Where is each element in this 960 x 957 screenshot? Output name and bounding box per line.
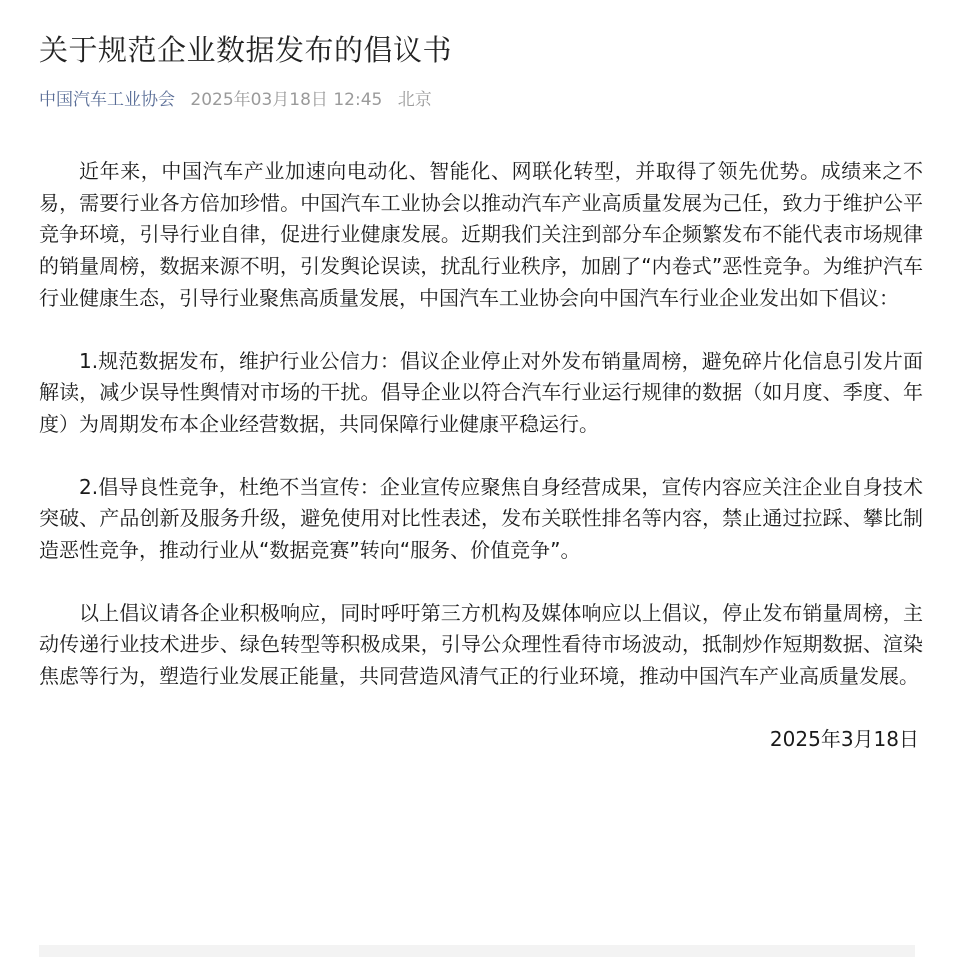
publish-location: 北京: [397, 90, 432, 110]
paragraph-intro: 近年来，中国汽车产业加速向电动化、智能化、网联化转型，并取得了领先优势。成绩来之不易，需要行业各方倍加珍惜。中国汽车工业协会以推动汽车产业高质量发展为己任，致力于维护公平竞争环境，引导行业自律，促进行业健康发展。近期我们关注到部分车企频繁发布不能代表市场规律的销量周榜，数据来源不明，引发舆论误读，扰乱行业秩序，加剧了“内卷式”恶性竞争。为维护汽车行业健康生态，引导行业聚焦高质量发展，中国汽车工业协会向中国汽车行业企业发出如下倡议：: [39, 159, 923, 310]
article: [39, 28, 923, 755]
article-meta: [39, 86, 923, 114]
paragraph-proposal-1: 1.规范数据发布，维护行业公信力：倡议企业停止对外发布销量周榜，避免碎片化信息引发片面解读，减少误导性舆情对市场的干扰。倡导企业以符合汽车行业运行规律的数据（如月度、季度、年度）为周期发布本企业经营数据，共同保障行业健康平稳运行。: [39, 348, 923, 436]
paragraph-proposal-2: 2.倡导良性竞争，杜绝不当宣传：企业宣传应聚焦自身经营成果，宣传内容应关注企业自身技术突破、产品创新及服务升级，避免使用对比性表述，发布关联性排名等内容，禁止通过拉踩、攀比制造恶性竞争，推动行业从“数据竞赛”转向“服务、价值竞争”。: [39, 474, 923, 563]
signature-date: 2025年3月18日: [769, 726, 919, 751]
source-account-link[interactable]: 中国汽车工业协会: [39, 90, 175, 110]
article-title: 关于规范企业数据发布的倡议书: [39, 33, 453, 67]
paragraph-closing: 以上倡议请各企业积极响应，同时呼吁第三方机构及媒体响应以上倡议，停止发布销量周榜，主动传递行业技术进步、绿色转型等积极成果，引导公众理性看待市场波动，抵制炒作短期数据、渲染焦虑等行为，塑造行业发展正能量，共同营造风清气正的行业环境，推动中国汽车产业高质量发展。: [39, 600, 923, 689]
bottom-divider-bar: [39, 945, 915, 957]
publish-datetime: 2025年03月18日 12:45: [190, 90, 383, 110]
article-body: [39, 156, 923, 693]
